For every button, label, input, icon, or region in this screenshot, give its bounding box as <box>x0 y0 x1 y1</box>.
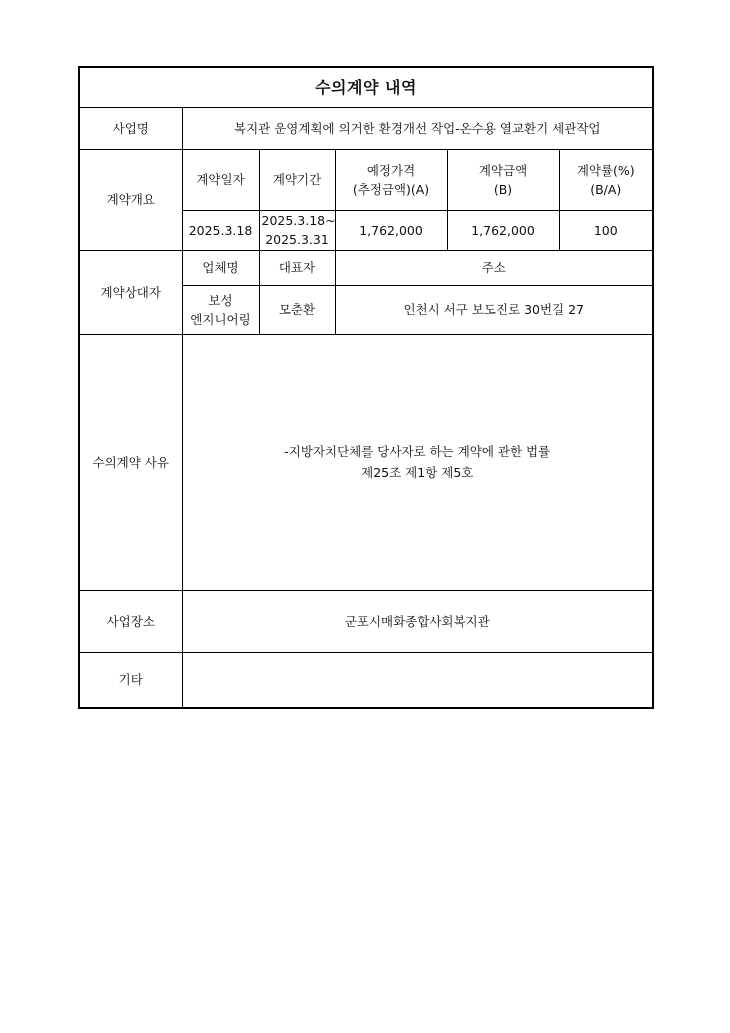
header-contract-rate <box>559 149 653 210</box>
reason-line1: -지방자치단체를 당사자로 하는 계약에 관한 법률 <box>284 444 551 459</box>
header-contract-amount <box>447 149 559 210</box>
header-estimated-price-line2: (추정금액)(A) <box>352 181 430 197</box>
header-contract-amount-line2: (B) <box>493 181 513 197</box>
project-name-value: 복지관 운영계획에 의거한 환경개선 작업-온수용 열교환기 세관작업 <box>182 107 653 149</box>
header-contract-amount-line1: 계약금액 <box>478 162 528 178</box>
company-name-line1: 보성 <box>208 292 233 308</box>
page-title: 수의계약 내역 <box>79 67 653 107</box>
company-name-value <box>182 285 259 334</box>
etc-value <box>182 652 653 708</box>
contract-period-start: 2025.3.18~ <box>261 213 336 228</box>
reason-label: 수의계약 사유 <box>79 334 182 590</box>
estimated-price-value: 1,762,000 <box>335 210 447 250</box>
location-label: 사업장소 <box>79 590 182 652</box>
contract-date-value: 2025.3.18 <box>182 210 259 250</box>
header-contract-rate-line2: (B/A) <box>590 181 622 197</box>
company-name-line2: 엔지니어링 <box>190 311 251 327</box>
contractor-label: 계약상대자 <box>79 250 182 334</box>
contract-period-value <box>259 210 335 250</box>
reason-value <box>182 334 653 590</box>
header-contract-rate-line1: 계약률(%) <box>576 162 635 178</box>
contract-overview-label: 계약개요 <box>79 149 182 250</box>
reason-line2: 제25조 제1항 제5호 <box>361 465 474 480</box>
contract-rate-value: 100 <box>559 210 653 250</box>
location-value: 군포시매화종합사회복지관 <box>182 590 653 652</box>
contract-period-end: 2025.3.31 <box>265 232 329 247</box>
representative-value: 모춘환 <box>259 285 335 334</box>
header-estimated-price <box>335 149 447 210</box>
header-company-name: 업체명 <box>182 250 259 285</box>
contract-table <box>78 66 654 709</box>
contract-amount-value: 1,762,000 <box>447 210 559 250</box>
header-address: 주소 <box>335 250 653 285</box>
header-representative: 대표자 <box>259 250 335 285</box>
etc-label: 기타 <box>79 652 182 708</box>
header-contract-period: 계약기간 <box>259 149 335 210</box>
address-value: 인천시 서구 보도진로 30번길 27 <box>335 285 653 334</box>
header-contract-date: 계약일자 <box>182 149 259 210</box>
header-estimated-price-line1: 예정가격 <box>366 162 416 178</box>
project-name-label: 사업명 <box>79 107 182 149</box>
